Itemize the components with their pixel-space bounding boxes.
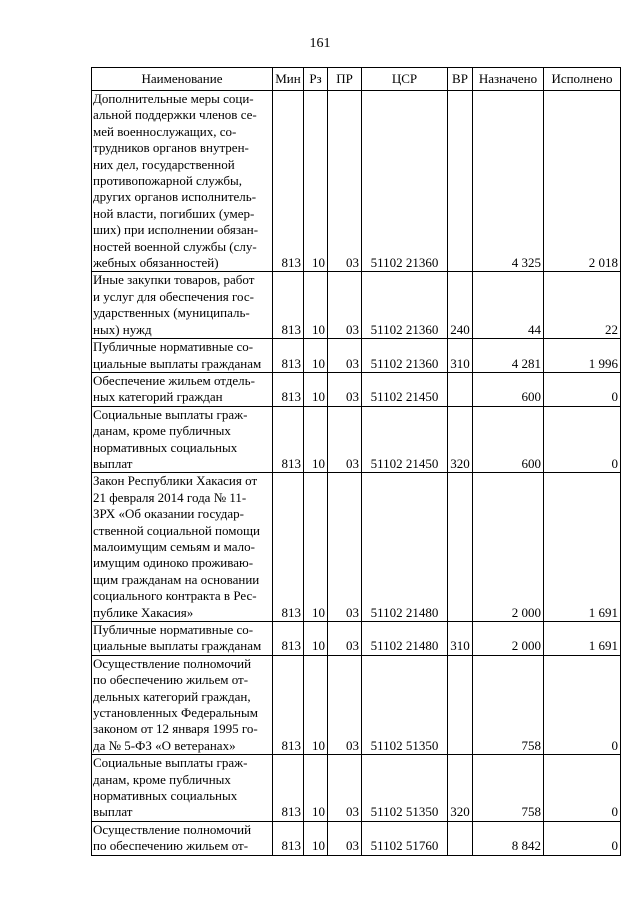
- row-pr-cell: 03: [328, 473, 362, 622]
- row-rz-cell: 10: [304, 622, 328, 656]
- row-name-cell: Социальные выплаты граж- данам, кроме публичных нормативных социальных выплат: [92, 755, 273, 822]
- row-min-cell: 813: [273, 272, 304, 339]
- row-executed-cell: 0: [544, 655, 621, 754]
- row-vr-cell: [448, 473, 473, 622]
- row-assigned-cell: 8 842: [473, 821, 544, 855]
- row-vr-cell: [448, 372, 473, 406]
- row-min-cell: 813: [273, 91, 304, 272]
- col-header-vr: ВР: [448, 68, 473, 91]
- row-assigned-cell: 2 000: [473, 473, 544, 622]
- row-min-cell: 813: [273, 821, 304, 855]
- row-executed-cell: 1 996: [544, 339, 621, 373]
- row-executed-cell: 1 691: [544, 622, 621, 656]
- col-header-name: Наименование: [92, 68, 273, 91]
- row-min-cell: 813: [273, 655, 304, 754]
- row-rz-cell: 10: [304, 91, 328, 272]
- row-pr-cell: 03: [328, 622, 362, 656]
- row-csr-cell: 51102 51350: [362, 755, 448, 822]
- col-header-min: Мин: [273, 68, 304, 91]
- row-min-cell: 813: [273, 755, 304, 822]
- table-row: [92, 91, 621, 272]
- row-csr-cell: 51102 21480: [362, 473, 448, 622]
- budget-table: [91, 67, 621, 856]
- col-header-rz: Рз: [304, 68, 328, 91]
- row-csr-cell: 51102 21360: [362, 272, 448, 339]
- row-csr-cell: 51102 21360: [362, 91, 448, 272]
- table-row: [92, 622, 621, 656]
- row-name-cell: Обеспечение жильем отдель- ных категорий граждан: [92, 372, 273, 406]
- row-assigned-cell: 4 281: [473, 339, 544, 373]
- row-executed-cell: 2 018: [544, 91, 621, 272]
- row-vr-cell: [448, 821, 473, 855]
- row-executed-cell: 0: [544, 372, 621, 406]
- row-name-cell: Осуществление полномочий по обеспечению жильем от- дельных категорий граждан, установленных Федеральным законом от 12 января 1995 го- да № 5-ФЗ «О ветеранах»: [92, 655, 273, 754]
- row-vr-cell: 240: [448, 272, 473, 339]
- row-vr-cell: 320: [448, 755, 473, 822]
- row-vr-cell: [448, 91, 473, 272]
- row-pr-cell: 03: [328, 272, 362, 339]
- row-csr-cell: 51102 21450: [362, 406, 448, 473]
- row-csr-cell: 51102 21450: [362, 372, 448, 406]
- row-executed-cell: 0: [544, 821, 621, 855]
- row-pr-cell: 03: [328, 821, 362, 855]
- row-name-cell: Дополнительные меры соци- альной поддержки членов се- мей военнослужащих, со- трудников органов внутрен- них дел, государственной противопожарной службы, других органов исполнитель- ной власти, погибших (умер- ших) при исполнении обязан- ностей военной службы (слу- жебных обязанностей): [92, 91, 273, 272]
- row-executed-cell: 0: [544, 755, 621, 822]
- table-row: [92, 272, 621, 339]
- row-name-cell: Социальные выплаты граж- данам, кроме публичных нормативных социальных выплат: [92, 406, 273, 473]
- table-row: [92, 372, 621, 406]
- row-pr-cell: 03: [328, 339, 362, 373]
- row-assigned-cell: 600: [473, 406, 544, 473]
- row-pr-cell: 03: [328, 372, 362, 406]
- row-assigned-cell: 4 325: [473, 91, 544, 272]
- row-assigned-cell: 2 000: [473, 622, 544, 656]
- row-min-cell: 813: [273, 339, 304, 373]
- row-rz-cell: 10: [304, 655, 328, 754]
- row-rz-cell: 10: [304, 339, 328, 373]
- table-row: [92, 406, 621, 473]
- row-pr-cell: 03: [328, 755, 362, 822]
- row-vr-cell: 310: [448, 339, 473, 373]
- table-header-row: [92, 68, 621, 91]
- row-csr-cell: 51102 21480: [362, 622, 448, 656]
- row-pr-cell: 03: [328, 406, 362, 473]
- row-name-cell: Иные закупки товаров, работ и услуг для обеспечения гос- ударственных (муниципаль- ных) нужд: [92, 272, 273, 339]
- col-header-assigned: Назначено: [473, 68, 544, 91]
- col-header-executed: Исполнено: [544, 68, 621, 91]
- row-name-cell: Публичные нормативные со- циальные выплаты гражданам: [92, 339, 273, 373]
- row-pr-cell: 03: [328, 91, 362, 272]
- row-csr-cell: 51102 51760: [362, 821, 448, 855]
- row-executed-cell: 0: [544, 406, 621, 473]
- row-vr-cell: 320: [448, 406, 473, 473]
- col-header-csr: ЦСР: [362, 68, 448, 91]
- row-vr-cell: 310: [448, 622, 473, 656]
- row-name-cell: Закон Республики Хакасия от 21 февраля 2014 года № 11- ЗРХ «Об оказании государ- ственной социальной помощи малоимущим семьям и мало- имущим одиноко проживаю- щим гражданам на основании социального контракта в Рес- публике Хакасия»: [92, 473, 273, 622]
- row-min-cell: 813: [273, 406, 304, 473]
- row-name-cell: Публичные нормативные со- циальные выплаты гражданам: [92, 622, 273, 656]
- table-row: [92, 339, 621, 373]
- row-executed-cell: 1 691: [544, 473, 621, 622]
- row-assigned-cell: 44: [473, 272, 544, 339]
- table-row: [92, 755, 621, 822]
- row-rz-cell: 10: [304, 406, 328, 473]
- row-assigned-cell: 600: [473, 372, 544, 406]
- row-rz-cell: 10: [304, 272, 328, 339]
- row-assigned-cell: 758: [473, 755, 544, 822]
- row-rz-cell: 10: [304, 755, 328, 822]
- table-row: [92, 655, 621, 754]
- row-name-cell: Осуществление полномочий по обеспечению жильем от-: [92, 821, 273, 855]
- row-rz-cell: 10: [304, 821, 328, 855]
- row-min-cell: 813: [273, 473, 304, 622]
- row-assigned-cell: 758: [473, 655, 544, 754]
- row-rz-cell: 10: [304, 473, 328, 622]
- row-csr-cell: 51102 51350: [362, 655, 448, 754]
- col-header-pr: ПР: [328, 68, 362, 91]
- row-min-cell: 813: [273, 372, 304, 406]
- row-executed-cell: 22: [544, 272, 621, 339]
- row-pr-cell: 03: [328, 655, 362, 754]
- row-rz-cell: 10: [304, 372, 328, 406]
- page-number: 161: [309, 36, 331, 51]
- row-min-cell: 813: [273, 622, 304, 656]
- table-row: [92, 821, 621, 855]
- table-row: [92, 473, 621, 622]
- row-csr-cell: 51102 21360: [362, 339, 448, 373]
- row-vr-cell: [448, 655, 473, 754]
